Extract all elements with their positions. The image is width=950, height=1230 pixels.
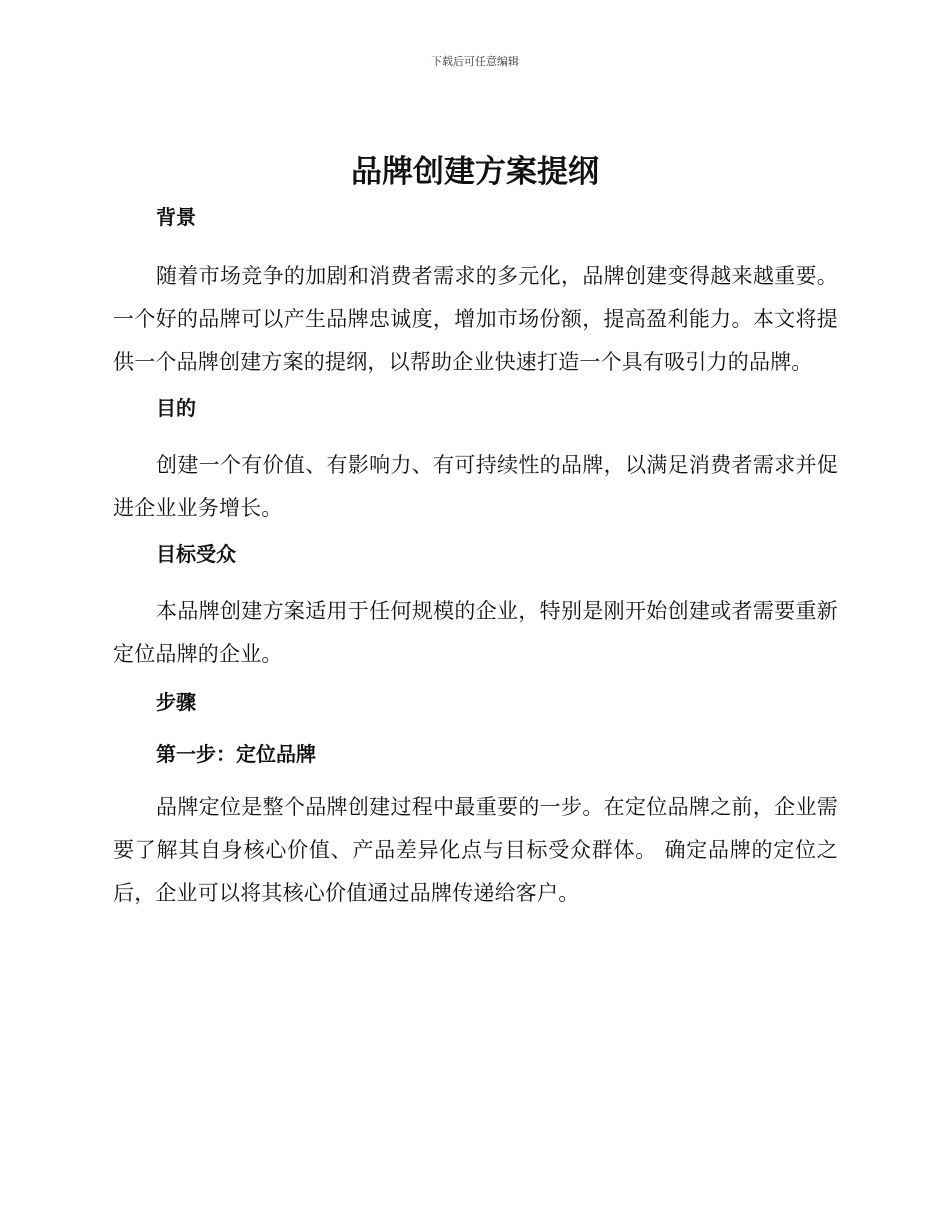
section-heading-audience: 目标受众 — [156, 542, 236, 566]
paragraph-background: 随着市场竞争的加剧和消费者需求的多元化，品牌创建变得越来越重要。一个好的品牌可以产生品牌忠诚度，增加市场份额，提高盈利能力。本文将提供一个品牌创建方案的提纲，以帮助企业快速打造一个具有吸引力的品牌。 — [113, 264, 838, 374]
section-heading-background: 背景 — [156, 205, 196, 229]
document-title: 品牌创建方案提纲 — [351, 154, 599, 190]
subsection-heading-step1: 第一步：定位品牌 — [156, 742, 316, 766]
section-heading-steps: 步骤 — [156, 690, 196, 714]
paragraph-audience: 本品牌创建方案适用于任何规模的企业，特别是刚开始创建或者需要重新定位品牌的企业。 — [113, 599, 838, 666]
paragraph-step1: 品牌定位是整个品牌创建过程中最重要的一步。在定位品牌之前，企业需要了解其自身核心价值、产品差异化点与目标受众群体。 确定品牌的定位之后，企业可以将其核心价值通过品牌传递给客户。 — [113, 795, 838, 905]
page-header-note: 下载后可任意编辑 — [431, 55, 519, 68]
section-heading-goal: 目的 — [156, 396, 196, 420]
document-body — [113, 201, 838, 925]
paragraph-goal: 创建一个有价值、有影响力、有可持续性的品牌，以满足消费者需求并促进企业业务增长。 — [113, 453, 838, 520]
